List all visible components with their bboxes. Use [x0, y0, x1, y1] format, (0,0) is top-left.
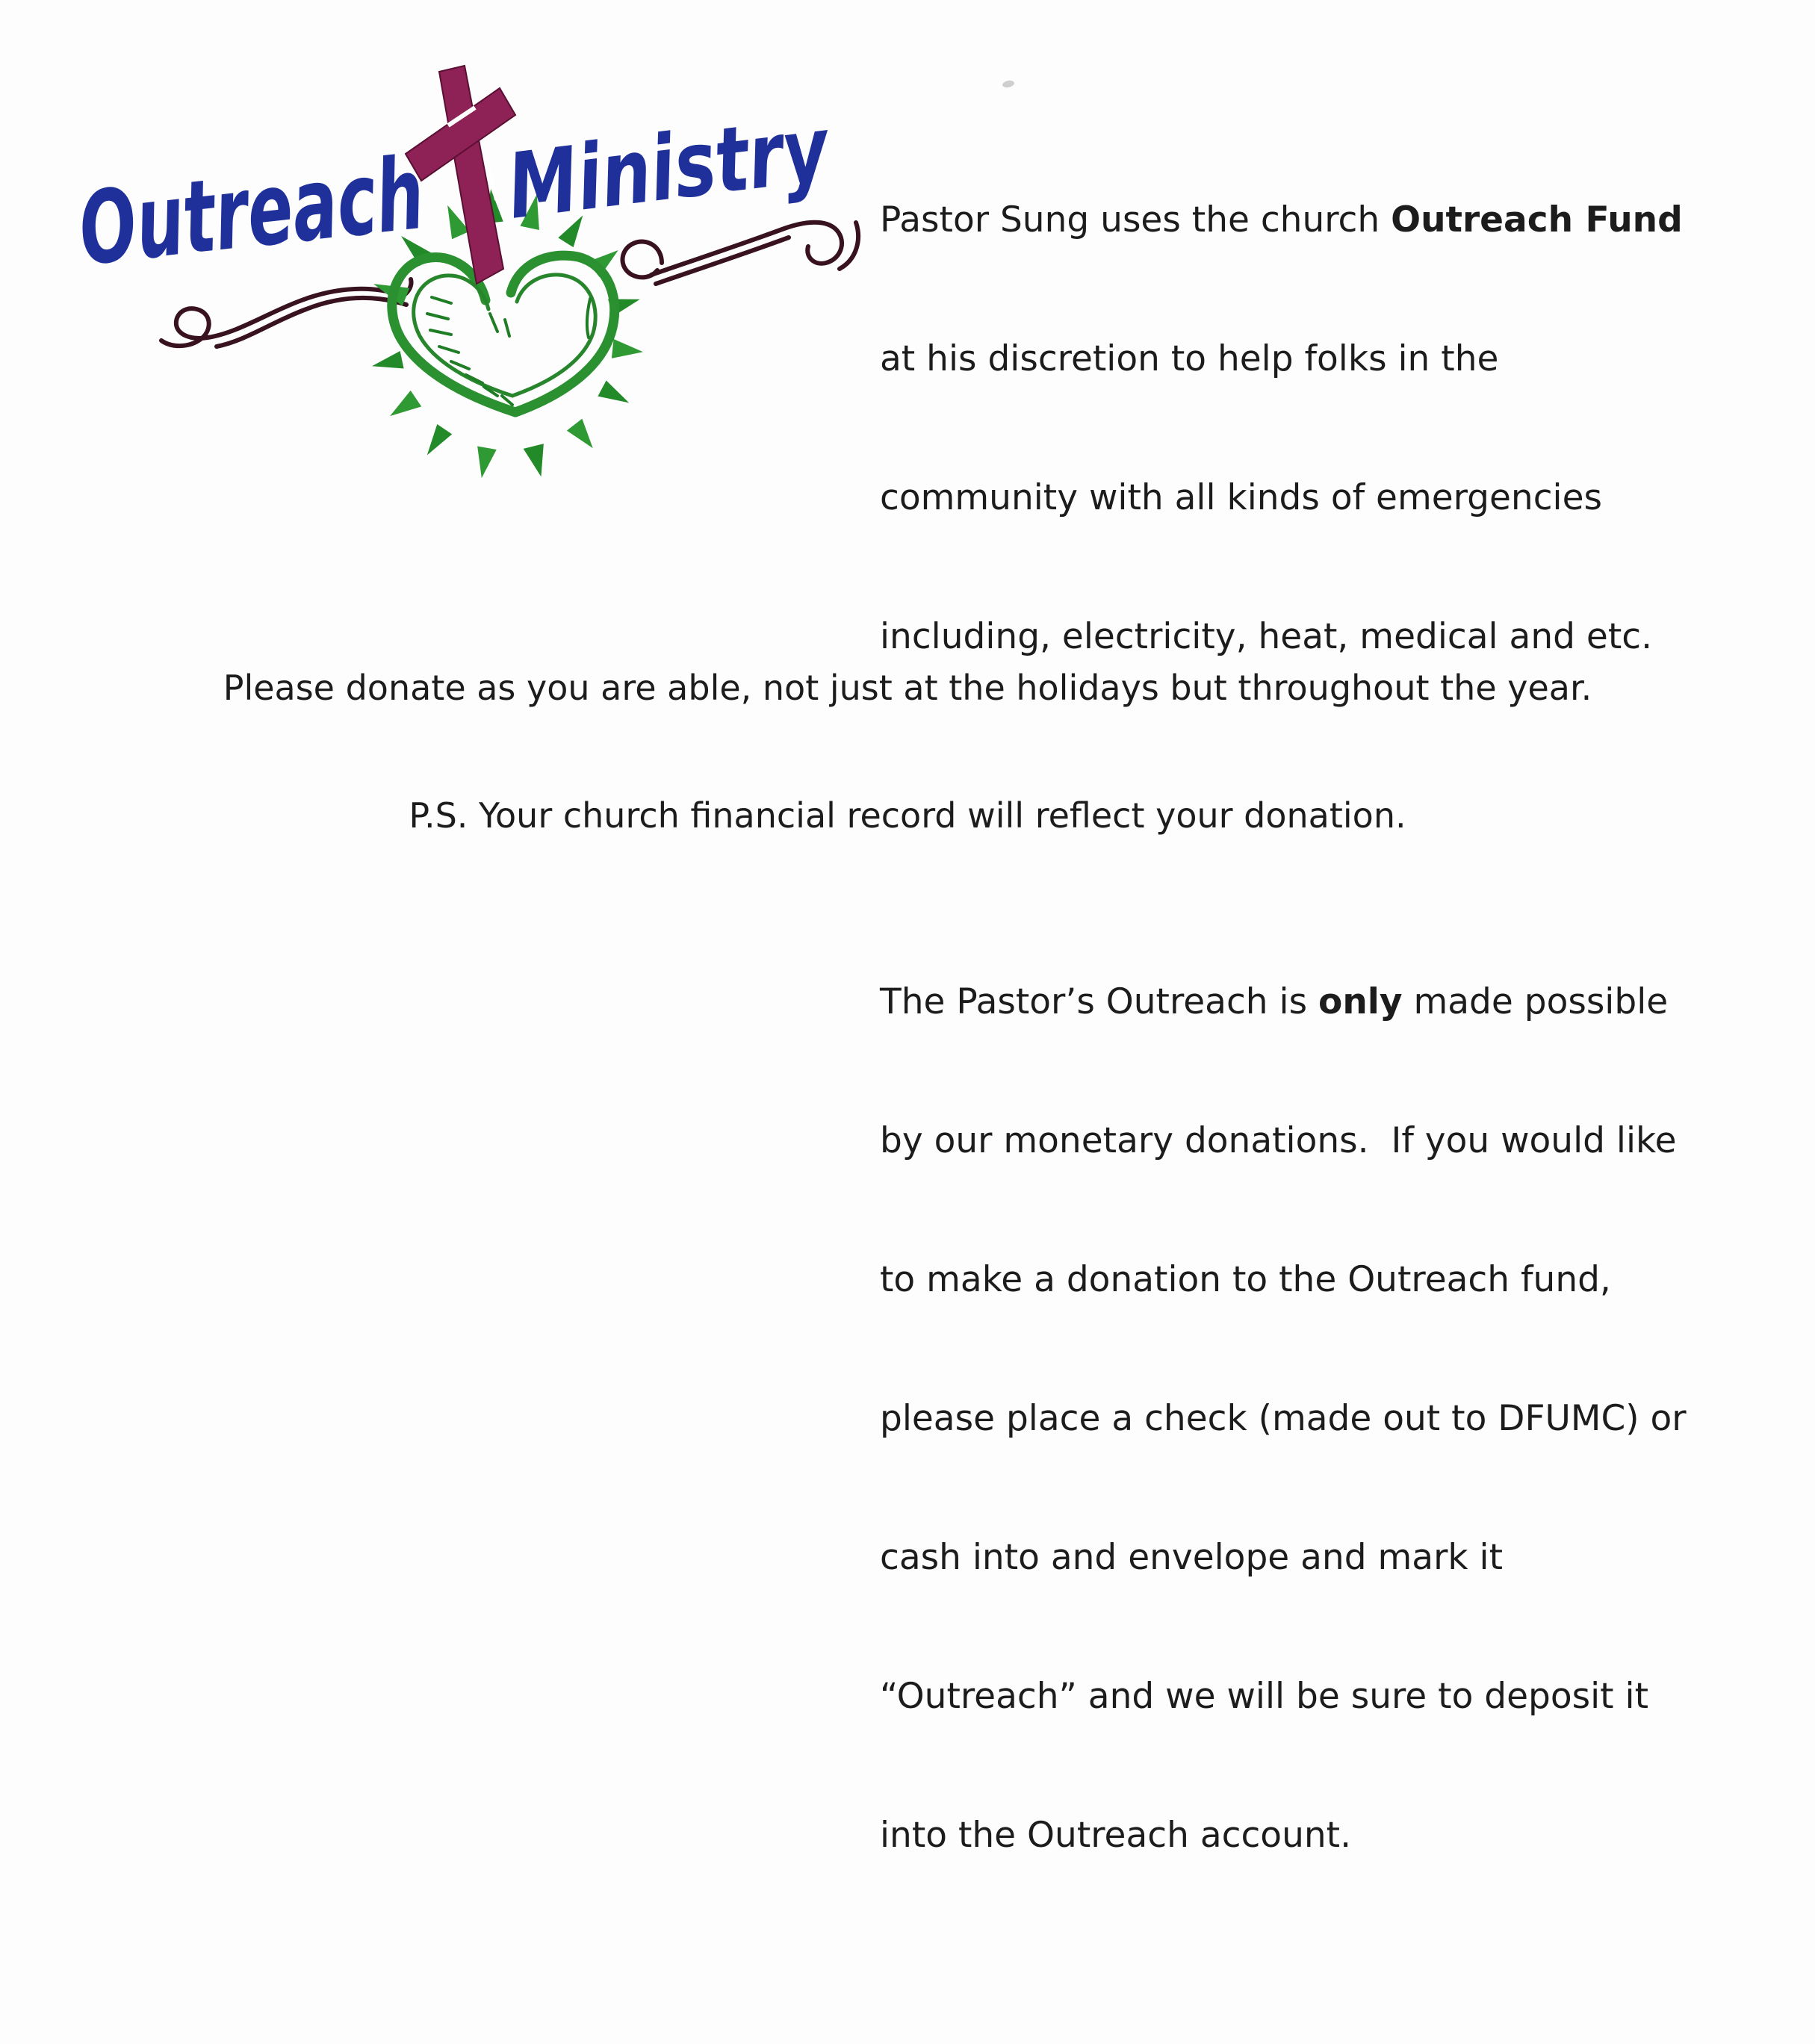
- paragraph-line: “Outreach” and we will be sure to deposit it: [880, 1676, 1648, 1717]
- ministry-wordmark: Ministry: [502, 86, 925, 240]
- paragraph-line: [880, 197, 1784, 243]
- paragraph-line: cash into and envelope and mark it: [880, 1537, 1504, 1578]
- paragraph-line: [880, 979, 1784, 1025]
- footer-note: [0, 582, 1815, 922]
- outreach-wordmark: Outreach: [73, 116, 603, 288]
- donation-line1-tail-text: made possible: [1402, 981, 1669, 1022]
- intro-line1-text: Pastor Sung uses the church: [880, 199, 1392, 240]
- outreach-ministry-logo: [0, 0, 925, 553]
- outreach-fund-bold-text: Outreach Fund: [1391, 199, 1683, 240]
- footer-line: P.S. Your church financial record will reflect your donation.: [409, 795, 1406, 836]
- flourish-right-icon: [622, 223, 858, 284]
- paragraph-line: at his discretion to help folks in the: [880, 338, 1499, 379]
- paragraph-line: to make a donation to the Outreach fund,: [880, 1259, 1611, 1300]
- footer-line: Please donate as you are able, not just at the holidays but throughout the year.: [223, 668, 1592, 708]
- right-text-column: [880, 12, 1784, 2044]
- paragraph-line: into the Outreach account.: [880, 1815, 1352, 1856]
- paragraph-line: please place a check (made out to DFUMC) or: [880, 1398, 1687, 1439]
- donation-paragraph: [880, 886, 1784, 1951]
- paragraph-line: including, electricity, heat, medical and etc.: [880, 616, 1653, 657]
- only-bold-text: only: [1318, 981, 1403, 1022]
- paragraph-line: community with all kinds of emergencies: [880, 477, 1603, 518]
- donation-line1-text: The Pastor’s Outreach is: [880, 981, 1319, 1022]
- flourish-left-icon: [161, 279, 412, 347]
- heart-icon: [392, 255, 615, 412]
- paragraph-line: by our monetary donations. If you would like: [880, 1120, 1677, 1161]
